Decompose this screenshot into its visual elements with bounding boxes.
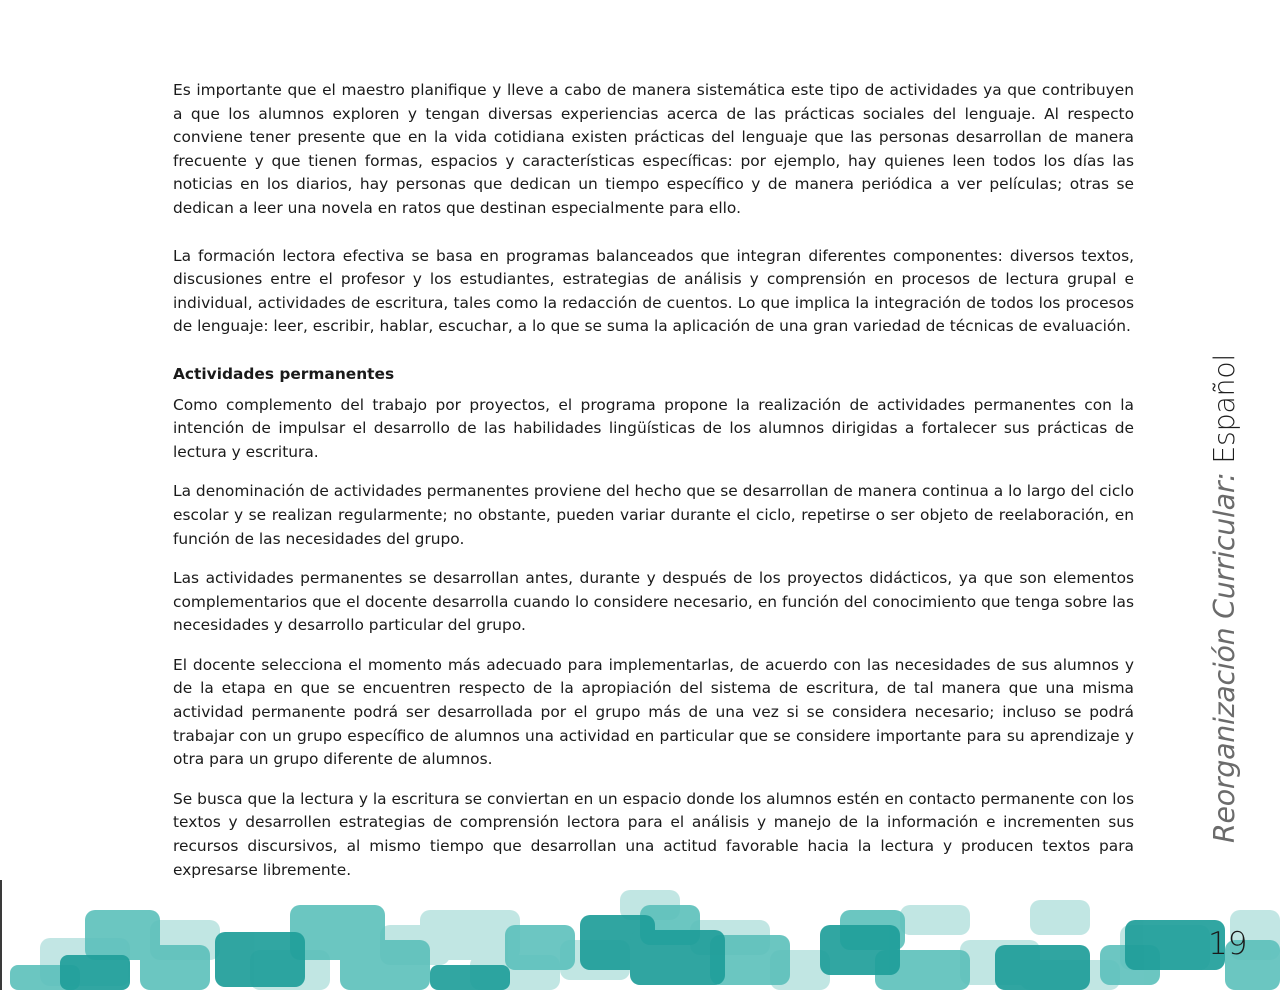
paragraph-5: Las actividades permanentes se desarrollan antes, durante y después de los proyectos didácticos, ya que son elementos complementarios que el docente desarrolla cuando lo considere necesario, en función del conocimiento que tenga sobre las necesidades y desarrollo particular del grupo. <box>173 569 1134 635</box>
side-title <box>1208 354 1241 843</box>
paragraph-4: La denominación de actividades permanentes proviene del hecho que se desarrollan de manera continua a lo largo del ciclo escolar y se realizan regularmente; no obstante, pueden variar durante el ciclo, repetirse o ser objeto de reelaboración, en función de las necesidades del grupo. <box>173 482 1134 548</box>
paragraph-1: Es importante que el maestro planifique y lleve a cabo de manera sistemática este tipo de actividades ya que contribuyen a que los alumnos exploren y tengan diversas experiencias acerca de las prácticas sociales del lenguaje. Al respecto conviene tener presente que en la vida cotidiana existen prácticas del lenguaje que las personas desarrollan de manera frecuente y que tienen formas, espacios y características específicas: por ejemplo, hay quienes leen todos los días las noticias en los diarios, hay personas que dedican un tiempo específico y de manera periódica a ver películas; otras se dedican a leer una novela en ratos que destinan especialmente para ello. <box>173 81 1134 217</box>
paragraph-7: Se busca que la lectura y la escritura se conviertan en un espacio donde los alumnos estén en contacto permanente con los textos y desarrollen estrategias de comprensión lectora para el análisis y manejo de la información e incrementen sus recursos discursivos, al mismo tiempo que desarrollan una actitud favorable hacia la lectura y producen textos para expresarse libremente. <box>173 789 1134 879</box>
body-text <box>173 79 1134 898</box>
teal-tiles-decoration <box>0 880 1280 990</box>
paragraph-6: El docente selecciona el momento más adecuado para implementarlas, de acuerdo con las necesidades de sus alumnos y de la etapa en que se encuentren respecto de la apropiación del sistema de escritura, de tal manera que una misma actividad permanente podrá ser desarrollada por el grupo más de una vez si se considera necesario; incluso se podrá trabajar con un grupo específico de alumnos una actividad en particular que se considere importante para su aprendizaje y otra para un grupo diferente de alumnos. <box>173 655 1134 769</box>
section-heading: Actividades permanentes <box>173 364 395 383</box>
paragraph-2: La formación lectora efectiva se basa en programas balanceados que integran diferentes componentes: diversos textos, discusiones entre el profesor y los estudiantes, estrategias de análisis y comprensión en procesos de lectura grupal e individual, actividades de escritura, tales como la redacción de cuentos. Lo que implica la integración de todos los procesos de lenguaje: leer, escribir, hablar, escuchar, a lo que se suma la aplicación de una gran variedad de técnicas de evaluación. <box>173 246 1134 336</box>
side-title-prefix: Reorganización Curricular: <box>1208 463 1241 843</box>
paragraph-3: Como complemento del trabajo por proyectos, el programa propone la realización de actividades permanentes con la intención de impulsar el desarrollo de las habilidades lingüísticas de los alumnos dirigidas a fortalecer sus prácticas de lectura y escritura. <box>173 395 1134 461</box>
page-number: 19 <box>1208 926 1248 962</box>
side-title-subject: Español <box>1208 353 1241 464</box>
